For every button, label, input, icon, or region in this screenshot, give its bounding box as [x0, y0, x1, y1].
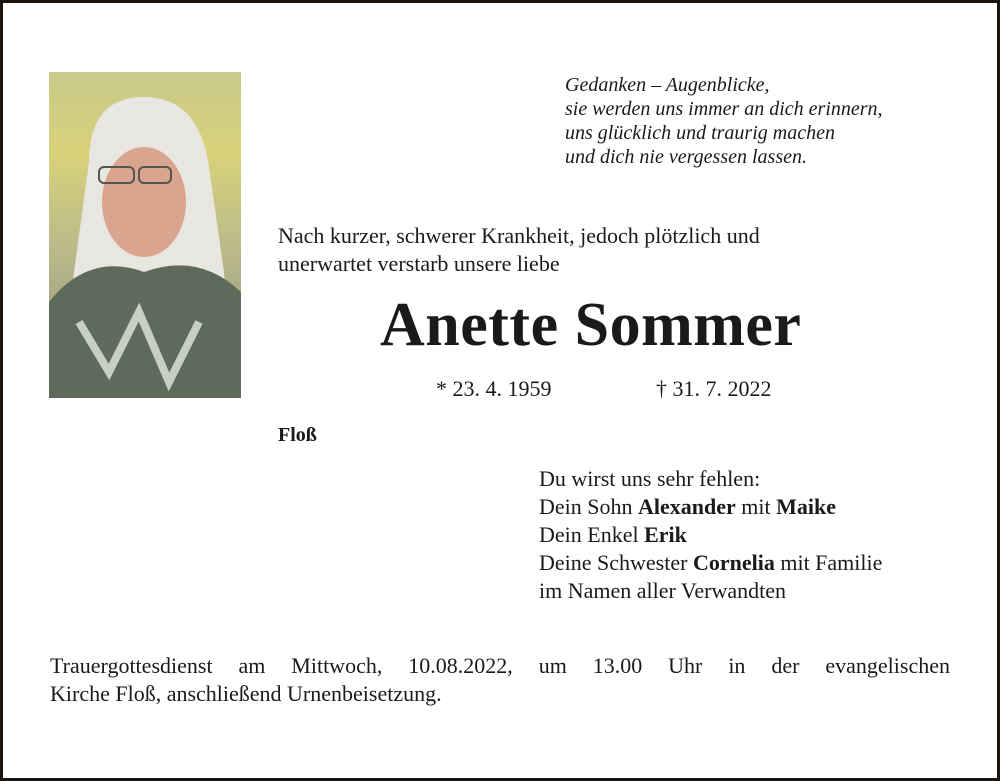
- family-line: im Namen aller Verwandten: [539, 578, 787, 603]
- death-date: † 31. 7. 2022: [656, 376, 772, 401]
- poem-line: sie werden uns immer an dich erinnern,: [565, 98, 883, 120]
- portrait-photo: [49, 72, 241, 398]
- intro-text: [278, 222, 760, 278]
- place: Floß: [278, 424, 317, 446]
- family-line: [539, 493, 882, 521]
- relative-name: Erik: [644, 522, 687, 547]
- service-line: Trauergottesdienst am Mittwoch, 10.08.2022, um 13.00 Uhr in der evangelischen: [50, 653, 950, 678]
- service-info: [50, 652, 950, 708]
- relative-name: Cornelia: [692, 550, 775, 575]
- text: Dein Enkel: [539, 522, 645, 547]
- family-line: Du wirst uns sehr fehlen:: [539, 466, 761, 491]
- service-line: Kirche Floß, anschließend Urnenbeisetzung.: [50, 681, 442, 706]
- intro-line: Nach kurzer, schwerer Krankheit, jedoch plötzlich und: [278, 223, 760, 248]
- text: Dein Sohn: [539, 494, 638, 519]
- birth-date: * 23. 4. 1959: [436, 376, 552, 401]
- poem-line: uns glücklich und traurig machen: [565, 122, 835, 144]
- poem-line: Gedanken – Augenblicke,: [565, 74, 770, 96]
- text: mit Familie: [774, 550, 883, 575]
- family-signature: [539, 465, 882, 605]
- poem: [565, 73, 883, 169]
- deceased-name: Anette Sommer: [380, 291, 802, 359]
- poem-line: und dich nie vergessen lassen.: [565, 146, 807, 168]
- family-line: [539, 521, 882, 549]
- intro-line: unerwartet verstarb unsere liebe: [278, 251, 560, 276]
- relative-name: Alexander: [638, 494, 736, 519]
- text: Deine Schwester: [539, 550, 693, 575]
- text: mit: [735, 494, 777, 519]
- family-line: [539, 549, 882, 577]
- relative-name: Maike: [776, 494, 836, 519]
